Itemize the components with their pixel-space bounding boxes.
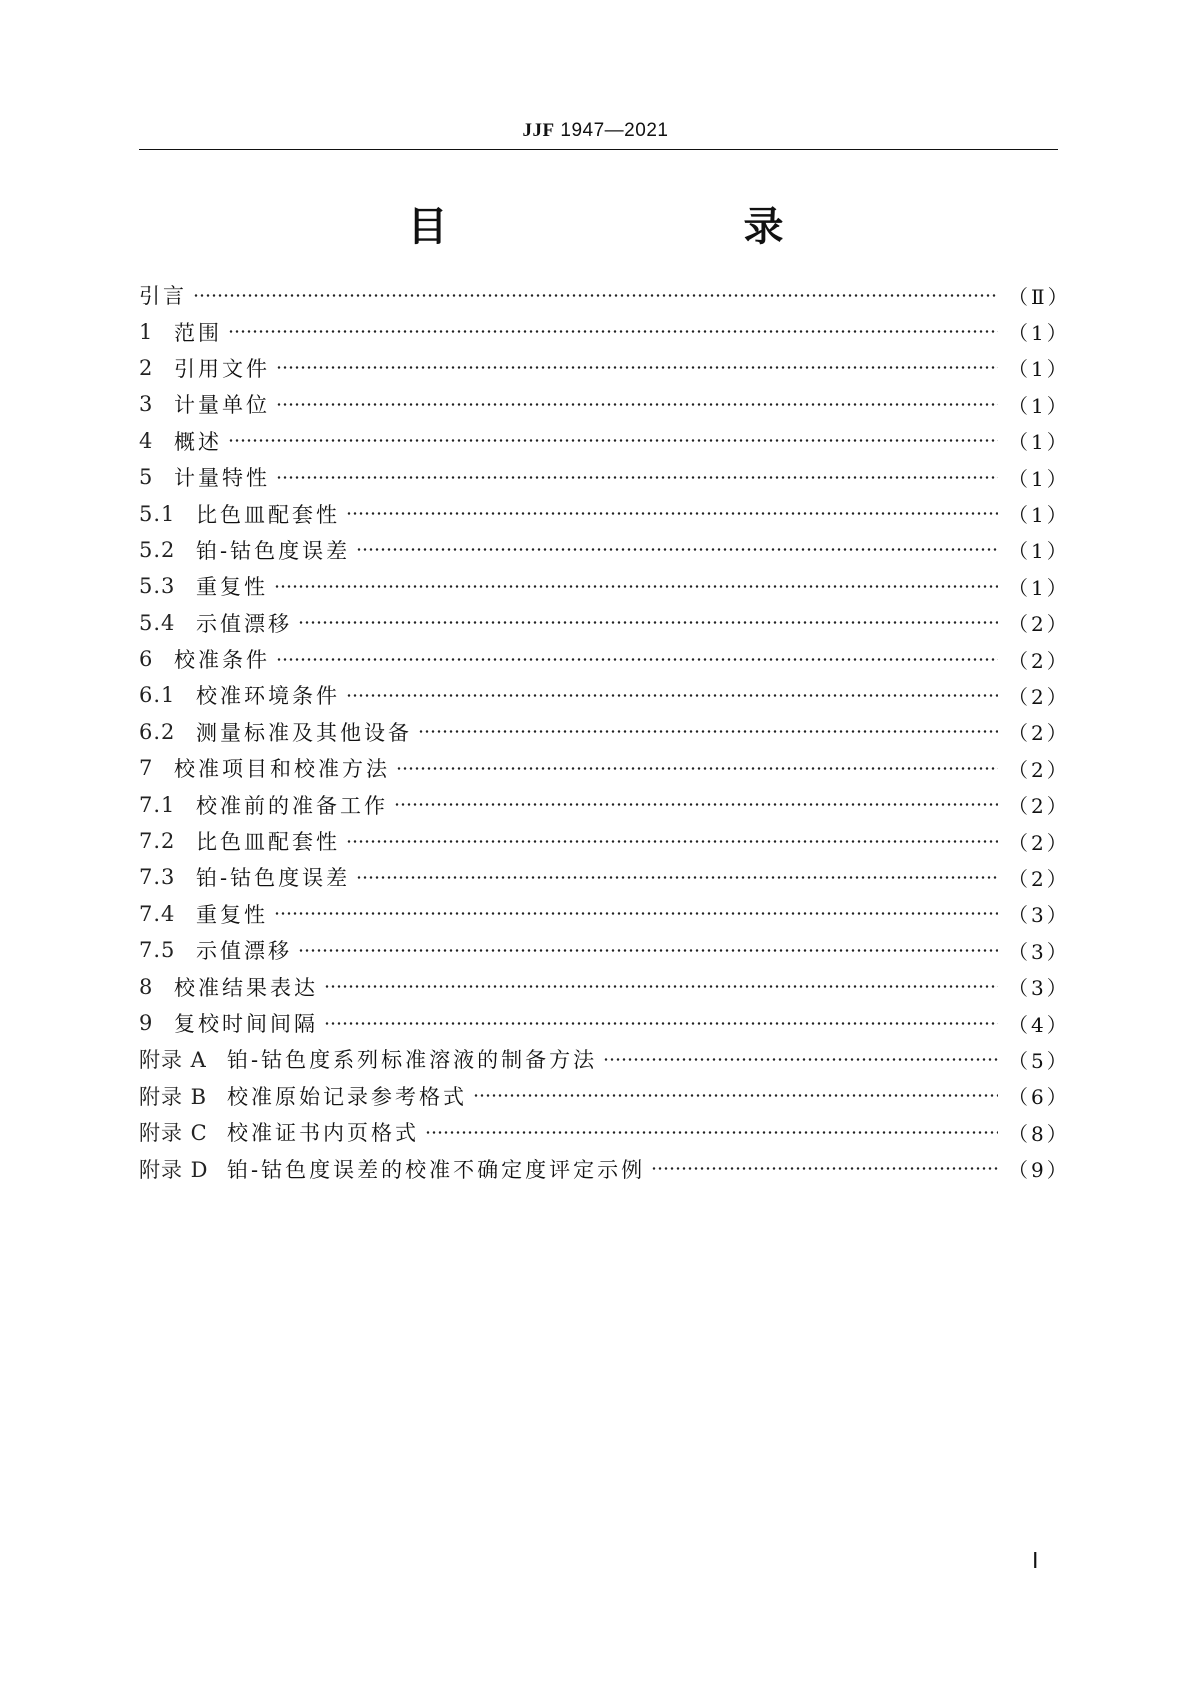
toc-entry-number: 7.3	[139, 865, 176, 890]
toc-dot-leader	[346, 840, 998, 843]
toc-entry-page: （1）	[1008, 539, 1070, 564]
toc-dot-leader	[324, 985, 998, 988]
toc-entry-page: （1）	[1008, 430, 1070, 455]
toc-entry-title: 计量单位	[174, 393, 270, 418]
toc-entry[interactable]	[139, 1114, 1070, 1150]
toc-dot-leader	[356, 876, 998, 879]
toc-entry[interactable]	[139, 1005, 1070, 1041]
toc-entry[interactable]	[139, 1041, 1070, 1077]
toc-entry-page: （5）	[1008, 1048, 1070, 1073]
toc-entry-number: 附录 C	[139, 1121, 208, 1146]
toc-dot-leader	[346, 512, 998, 515]
toc-entry-number: 2	[139, 355, 154, 380]
toc-entry-number: 附录 B	[139, 1084, 208, 1109]
toc-entry-number: 7	[139, 756, 154, 781]
toc-dot-leader	[298, 621, 998, 624]
toc-entry-title: 计量特性	[174, 466, 270, 491]
toc-dot-leader	[228, 439, 998, 442]
toc-entry-title: 重复性	[196, 575, 268, 600]
toc-entry-title: 铂-钴色度系列标准溶液的制备方法	[227, 1048, 598, 1073]
toc-entry-title: 铂-钴色度误差的校准不确定度评定示例	[227, 1157, 646, 1182]
toc-entry-title: 校准前的准备工作	[196, 793, 388, 818]
toc-entry-page: （3）	[1008, 939, 1070, 964]
toc-entry-number: 7.2	[139, 829, 176, 854]
toc-entry[interactable]	[139, 677, 1070, 713]
toc-entry-number: 9	[139, 1011, 154, 1035]
toc-title: 目 录	[407, 204, 856, 250]
toc-entry-title: 引用文件	[174, 356, 270, 381]
toc-entry-title: 比色皿配套性	[196, 502, 340, 527]
toc-entry-page: （Ⅱ）	[1008, 284, 1071, 309]
toc-dot-leader	[346, 694, 998, 697]
toc-entry-title: 测量标准及其他设备	[196, 720, 412, 745]
toc-entry-page: （1）	[1008, 466, 1070, 491]
toc-dot-leader	[473, 1094, 998, 1097]
toc-entry-page: （1）	[1008, 503, 1070, 528]
toc-entry[interactable]	[139, 932, 1070, 968]
toc-entry-title: 校准项目和校准方法	[174, 757, 390, 782]
toc-dot-leader	[324, 1022, 998, 1025]
toc-dot-leader	[356, 548, 998, 551]
document-code-number: 1947—2021	[554, 120, 669, 141]
toc-entry-page: （9）	[1008, 1158, 1070, 1183]
toc-dot-leader	[228, 330, 998, 333]
toc-entry-number: 附录 D	[139, 1157, 209, 1182]
document-code	[0, 120, 1191, 142]
toc-entry-number: 5.1	[139, 501, 176, 526]
toc-dot-leader	[274, 912, 998, 915]
toc-entry-page: （1）	[1008, 393, 1070, 418]
toc-entry[interactable]	[139, 859, 1070, 895]
toc-entry[interactable]	[139, 277, 1071, 313]
toc-dot-leader	[276, 476, 998, 479]
toc-entry-page: （2）	[1008, 866, 1070, 891]
toc-entry-title: 概述	[174, 429, 222, 454]
toc-entry[interactable]	[139, 823, 1070, 859]
toc-entry[interactable]	[139, 786, 1070, 822]
toc-entry-title: 校准条件	[174, 648, 270, 673]
toc-entry-number: 6.2	[139, 719, 176, 744]
toc-entry-number: 4	[139, 428, 154, 453]
toc-entry[interactable]	[139, 605, 1070, 641]
toc-entry[interactable]	[139, 641, 1070, 677]
toc-entry-title: 重复性	[196, 902, 268, 927]
toc-entry-title: 引言	[139, 284, 187, 309]
toc-entry-title: 复校时间间隔	[174, 1012, 318, 1036]
toc-dot-leader	[396, 767, 998, 770]
toc-entry-page: （3）	[1008, 903, 1070, 928]
toc-entry[interactable]	[139, 350, 1070, 386]
header-divider	[139, 149, 1058, 150]
toc-entry-page: （2）	[1008, 648, 1070, 673]
toc-entry-title: 比色皿配套性	[196, 830, 340, 855]
toc-dot-leader	[274, 585, 998, 588]
toc-entry-page: （2）	[1008, 757, 1070, 782]
toc-entry-page: （4）	[1008, 1012, 1070, 1037]
toc-entry[interactable]	[139, 750, 1070, 786]
toc-entry-page: （2）	[1008, 830, 1070, 855]
toc-entry-title: 校准原始记录参考格式	[227, 1084, 467, 1109]
toc-entry-page: （1）	[1008, 575, 1070, 600]
toc-entry-number: 5.2	[139, 537, 176, 562]
toc-entry[interactable]	[139, 423, 1070, 459]
page-number: Ⅰ	[1032, 1548, 1039, 1573]
toc-entry[interactable]	[139, 968, 1070, 1004]
toc-entry-page: （2）	[1008, 612, 1070, 637]
toc-entry-title: 铂-钴色度误差	[196, 538, 351, 563]
toc-entry-title: 范围	[174, 320, 222, 345]
toc-entry[interactable]	[139, 714, 1070, 750]
toc-entry-number: 3	[139, 392, 154, 417]
toc-entry[interactable]	[139, 1078, 1070, 1114]
toc-entry-number: 5	[139, 465, 154, 490]
table-of-contents	[139, 277, 1071, 1187]
toc-entry[interactable]	[139, 568, 1070, 604]
toc-entry-page: （2）	[1008, 684, 1070, 709]
toc-entry-page: （8）	[1008, 1121, 1070, 1146]
toc-entry-number: 5.3	[139, 574, 176, 599]
toc-entry-title: 铂-钴色度误差	[196, 866, 351, 891]
toc-dot-leader	[425, 1131, 998, 1134]
toc-entry[interactable]	[139, 459, 1070, 495]
toc-dot-leader	[651, 1167, 998, 1170]
toc-entry-title: 示值漂移	[196, 611, 292, 636]
toc-entry-page: （2）	[1008, 721, 1070, 746]
toc-entry-number: 附录 A	[139, 1048, 207, 1073]
toc-entry-page: （6）	[1008, 1085, 1070, 1110]
toc-dot-leader	[418, 730, 998, 733]
toc-entry[interactable]	[139, 386, 1070, 422]
toc-entry[interactable]	[139, 1150, 1070, 1186]
toc-entry-number: 6.1	[139, 683, 176, 708]
toc-dot-leader	[298, 949, 998, 952]
toc-entry-number: 1	[139, 319, 154, 344]
toc-entry-page: （1）	[1008, 321, 1070, 346]
toc-entry[interactable]	[139, 313, 1070, 349]
toc-dot-leader	[193, 294, 998, 297]
toc-entry-title: 校准环境条件	[196, 684, 340, 709]
toc-entry-page: （2）	[1008, 794, 1070, 819]
toc-entry-number: 7.5	[139, 938, 176, 963]
toc-entry-number: 7.4	[139, 901, 176, 926]
toc-dot-leader	[603, 1058, 998, 1061]
toc-dot-leader	[394, 803, 998, 806]
toc-dot-leader	[276, 366, 998, 369]
toc-entry[interactable]	[139, 495, 1070, 531]
toc-entry[interactable]	[139, 532, 1070, 568]
toc-entry-number: 5.4	[139, 610, 176, 635]
toc-entry-page: （1）	[1008, 357, 1070, 382]
toc-entry-title: 校准结果表达	[174, 975, 318, 1000]
toc-entry[interactable]	[139, 896, 1070, 932]
toc-entry-number: 7.1	[139, 792, 176, 817]
toc-entry-number: 8	[139, 974, 154, 999]
toc-entry-title: 示值漂移	[196, 939, 292, 964]
toc-dot-leader	[276, 658, 998, 661]
toc-entry-title: 校准证书内页格式	[227, 1121, 419, 1146]
toc-entry-page: （3）	[1008, 976, 1070, 1001]
toc-dot-leader	[276, 403, 998, 406]
toc-entry-number: 6	[139, 647, 154, 672]
document-code-prefix: JJF	[522, 120, 555, 141]
